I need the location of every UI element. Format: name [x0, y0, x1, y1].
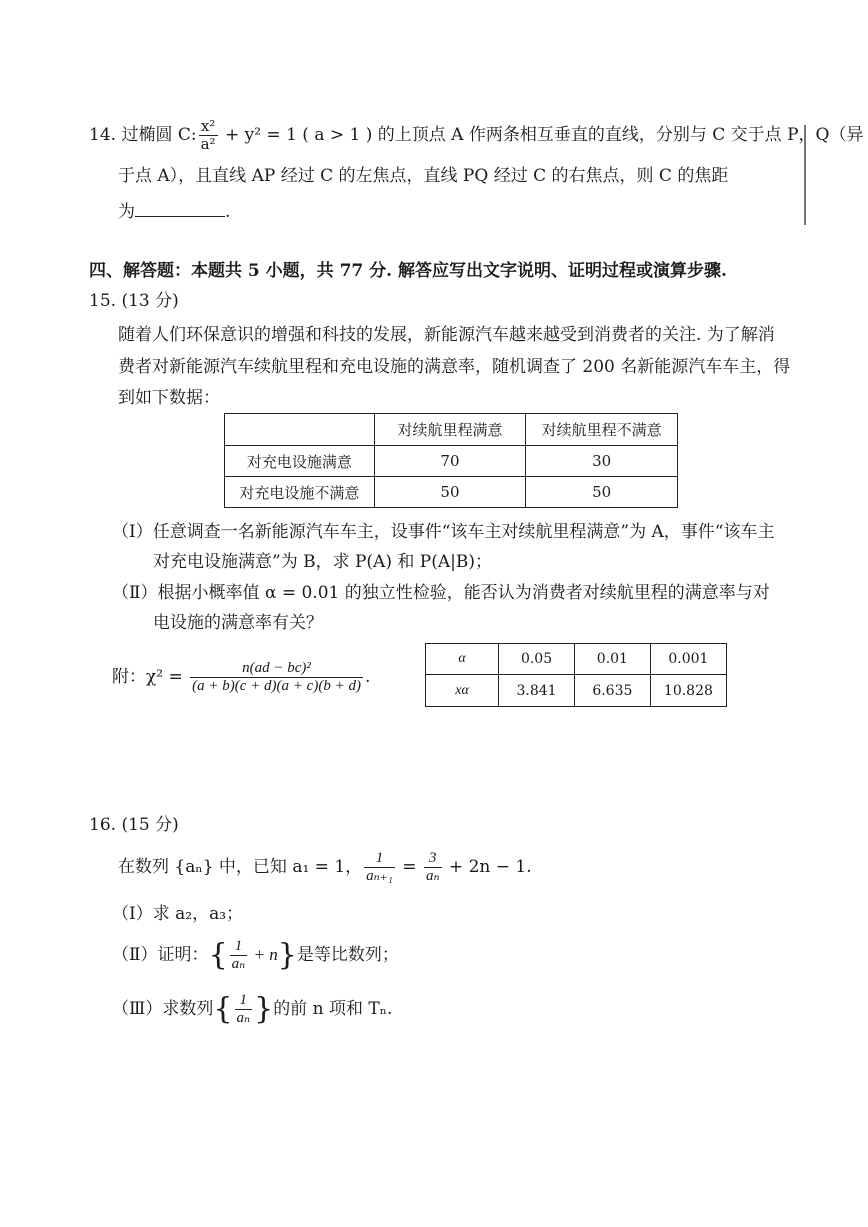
formula-end: .: [364, 667, 371, 687]
q15-para-3: 到如下数据：: [118, 388, 220, 408]
table-header-cell: 对续航里程满意: [374, 414, 526, 446]
q15-part-1-line-a: （Ⅰ）任意调查一名新能源汽车车主，设事件“该车主对续航里程满意”为 A，事件“该车主: [112, 522, 775, 542]
crit-cell: 3.841: [499, 675, 575, 707]
q15-part-2-line-a: （Ⅱ）根据小概率值 α = 0.01 的独立性检验，能否认为消费者对续航里程的满意率与对: [112, 583, 770, 603]
table-header-row: [225, 414, 678, 446]
table-cell: 30: [526, 446, 678, 477]
q16-frac-1-num: 1: [364, 850, 395, 868]
q16-part-3-frac-num: 1: [235, 992, 253, 1010]
q14-fraction: [199, 118, 218, 153]
q15-number: 15. (13 分): [89, 291, 179, 311]
table-cell: 50: [374, 477, 526, 508]
q16-frac-2-num: 3: [424, 850, 442, 868]
q16-part-2-suffix: 是等比数列；: [296, 945, 399, 965]
chi-square-numerator: n(ad − bc)²: [190, 660, 363, 678]
q14-frac-num: x²: [199, 118, 218, 136]
crit-cell: 0.001: [650, 644, 726, 675]
table-row: [225, 477, 678, 508]
q14-line-3: [118, 200, 230, 223]
q16-part-2-frac: [230, 938, 248, 973]
q14-frac-den: a²: [200, 135, 216, 153]
critical-value-table: [425, 643, 727, 707]
q16-stmt-text: 在数列 {aₙ} 中，已知 a₁ = 1，: [118, 857, 363, 877]
table-cell: 50: [526, 477, 678, 508]
crit-cell: xα: [426, 675, 499, 707]
crit-cell: 0.01: [574, 644, 650, 675]
q16-frac-1: [364, 850, 395, 885]
q16-part-3-frac-den: aₙ: [236, 1010, 251, 1026]
q16-part-2: [112, 938, 399, 973]
q16-part-2-prefix: （Ⅱ）证明：: [112, 945, 209, 965]
q16-part-3: [112, 992, 392, 1027]
q16-statement: [118, 850, 532, 885]
q14-answer-end: .: [225, 202, 231, 222]
q16-part-3-suffix: 的前 n 项和 Tₙ.: [273, 999, 393, 1019]
left-brace-icon: {: [208, 937, 228, 973]
crit-row-x: [426, 675, 727, 707]
crit-cell: 10.828: [650, 675, 726, 707]
q14-text-a: 14. 过椭圆 C:: [89, 125, 197, 145]
table-cell: 对充电设施满意: [225, 446, 375, 477]
q14-line-1: [89, 118, 863, 153]
table-header-cell: [225, 414, 375, 446]
q15-part-1-line-b: 对充电设施满意”为 B，求 P(A) 和 P(A|B)；: [153, 552, 492, 572]
q15-data-table: [224, 413, 678, 508]
table-header-cell: 对续航里程不满意: [526, 414, 678, 446]
table-cell: 对充电设施不满意: [225, 477, 375, 508]
q16-frac-2-den: aₙ: [425, 868, 440, 884]
formula-prefix: 附：χ² =: [112, 667, 189, 687]
q14-text-b: + y² = 1 ( a > 1 ) 的上顶点 A 作两条相互垂直的直线，分别与 C 交于点 P，Q（异: [219, 125, 864, 145]
q16-part-2-frac-den: aₙ: [231, 956, 246, 972]
q16-part-2-frac-num: 1: [230, 938, 248, 956]
q16-part-3-prefix: （Ⅲ）求数列: [112, 999, 214, 1019]
q14-answer-blank[interactable]: [135, 200, 225, 217]
crit-cell: 0.05: [499, 644, 575, 675]
q16-part-1: （Ⅰ）求 a₂，a₃；: [112, 904, 244, 924]
chi-square-fraction: [190, 660, 363, 695]
q15-part-2-line-b: 电设施的满意率有关？: [153, 613, 323, 633]
left-brace-icon: {: [213, 991, 233, 1027]
q16-stmt-end: + 2n − 1.: [443, 857, 532, 877]
chi-square-denominator: (a + b)(c + d)(a + c)(b + d): [192, 678, 361, 694]
q16-part-3-frac: [235, 992, 253, 1027]
q14-line-2: 于点 A），且直线 AP 经过 C 的左焦点，直线 PQ 经过 C 的右焦点，则 C 的焦距: [118, 166, 729, 186]
q15-para-2: 费者对新能源汽车续航里程和充电设施的满意率，随机调查了 200 名新能源汽车车主，得: [118, 357, 791, 377]
q16-part-2-mid: + n: [249, 945, 278, 964]
q14-answer-prefix: 为: [118, 202, 135, 222]
q16-frac-1-den: aₙ₊₁: [366, 868, 393, 884]
q15-para-1: 随着人们环保意识的增强和科技的发展，新能源汽车越来越受到消费者的关注. 为了解消: [118, 325, 775, 345]
q16-number: 16. (15 分): [89, 815, 179, 835]
q16-stmt-eq: =: [396, 857, 422, 877]
q15-formula: [112, 660, 370, 695]
crit-cell: α: [426, 644, 499, 675]
table-cell: 70: [374, 446, 526, 477]
crit-row-alpha: [426, 644, 727, 675]
table-row: [225, 446, 678, 477]
q16-frac-2: [424, 850, 442, 885]
section-4-heading: 四、解答题：本题共 5 小题，共 77 分. 解答应写出文字说明、证明过程或演算步骤.: [89, 261, 727, 281]
crit-cell: 6.635: [574, 675, 650, 707]
right-brace-icon: }: [277, 937, 297, 973]
right-brace-icon: }: [254, 991, 274, 1027]
